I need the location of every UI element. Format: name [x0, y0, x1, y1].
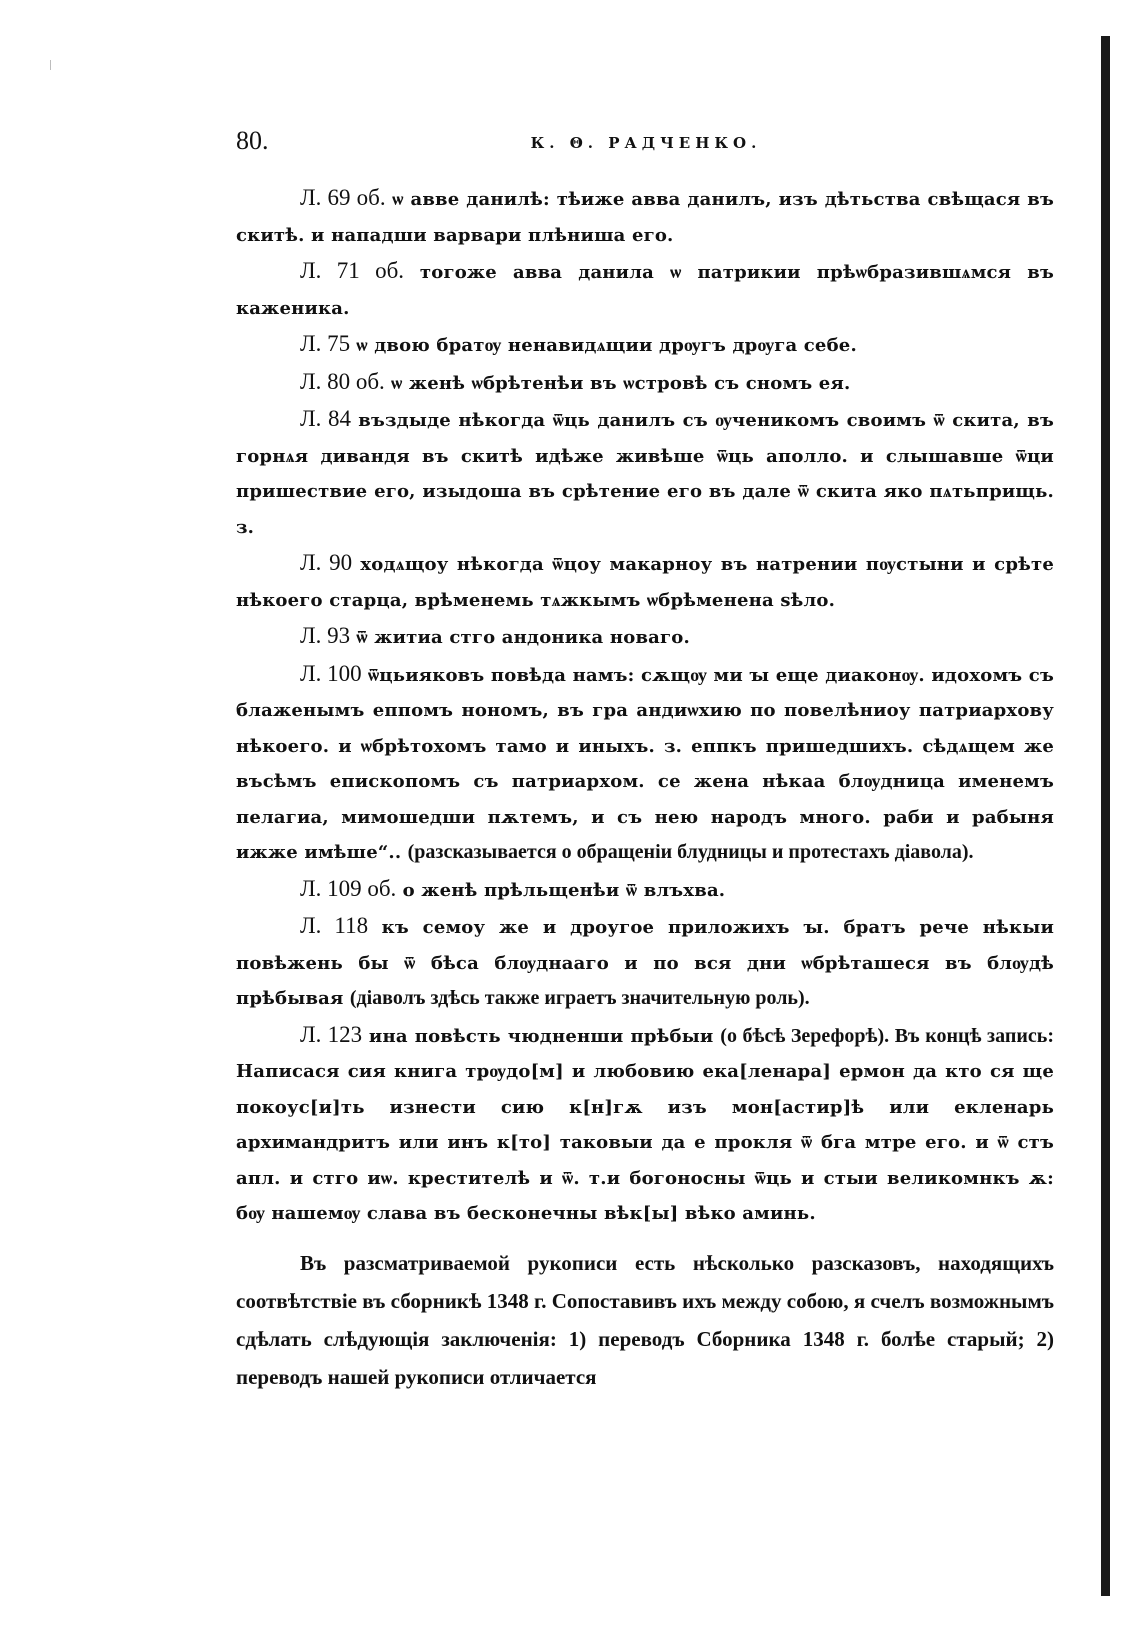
running-title: К. Θ. РАДЧЕНКО. [530, 134, 762, 152]
entry-ref: Л. 71 об. [300, 258, 405, 283]
entry-leaf-118 [236, 908, 1054, 1017]
closing-paragraph: Въ разсматриваемой рукописи есть нѣсколько разсказовъ, находящихъ соотвѣтствiе въ сборникѣ 1348 г. Сопоставивъ ихъ между собою, я счелъ возможнымъ сдѣлать слѣдующiя заключенiя: 1) переводъ Сборника 1348 г. болѣе старый; 2) переводъ нашей рукописи отличается [236, 1250, 1054, 1389]
entry-leaf-123 [236, 1017, 1054, 1232]
colophon-inscription: Написася сия книга трѹдо[м] и любовию ека[ленара] ермон да кто ся ще покоус[и]ть изнести сию к[н]гѫ изъ мон[астир]ѣ или екленарь архимандритъ или инъ к[то] таковыи да е прокля ѿ бга мтре его. и ѿ стъ апл. и стго иѡ. крестителѣ и ѿ. т.и богоносны ѿць и стыи великомнкъ ѫ: бѹ нашемѹ слава въ бесконечны вѣк[ы] вѣко аминь. [236, 1061, 1054, 1224]
entry-ref: Л. 75 [300, 331, 351, 356]
entry-editor-note: (дiаволъ здѣсь также играетъ значительную роль). [349, 987, 810, 1009]
entry-leaf-109 [236, 871, 1054, 909]
entry-ref: Л. 69 об. [300, 185, 386, 210]
entry-ref: Л. 90 [300, 550, 353, 575]
entry-slavonic-text: ѡ женѣ ѡбрѣтенѣи въ ѡстровѣ съ сномъ ея. [391, 372, 851, 394]
entry-slavonic-text: ѡ авве данилѣ: тѣиже авва данилъ, изъ дѣтьства свѣщася въ скитѣ. и нападши варвари плѣниша его. [236, 189, 1054, 246]
entry-slavonic-text: о женѣ прѣльщенѣи ѿ влъхва. [402, 879, 726, 901]
page-number: 80. [236, 126, 269, 155]
entry-slavonic-text: ѿцьияковъ повѣда намъ: сѫщѹ ми ꙑ еще диаконѹ. идохомъ съ блаженымъ еппомъ нономъ, въ гра андиѡхию по повелѣниоу патриархову нѣкоего. и ѡбрѣтохомъ тамо и иныхъ. з. еппкъ пришедшихъ. сѣдѧщем же въсѣмъ епископомъ съ патриархом. се жена нѣкаа блѹдница именемъ пелагиа, мимошедши пѫтемъ, и съ нею народъ много. раби и рабыня ижже имѣше“.. [236, 664, 1054, 863]
page-header [236, 126, 1056, 166]
entry-leaf-84 [236, 401, 1054, 545]
entry-ref: Л. 109 об. [300, 875, 397, 901]
entry-editor-note: (разсказывается о обращенiи блудницы и протестахъ дiавола). [407, 841, 974, 863]
entry-slavonic-text: ѿ житиа стго андоника новаго. [356, 627, 690, 648]
entry-ref: Л. 93 [300, 623, 351, 648]
page-edge-shadow [1101, 36, 1110, 1596]
entry-ref: Л. 80 об. [300, 368, 385, 394]
entry-ref: Л. 123 [300, 1021, 363, 1047]
entry-leaf-69 [236, 180, 1054, 253]
scan-artifact-mark [50, 60, 51, 70]
entry-leaf-71 [236, 253, 1054, 326]
page-body [236, 180, 1054, 1396]
entry-editor-note: (о бѣсѣ Зерефорѣ). Въ концѣ запись: [720, 1024, 1054, 1047]
entry-ref: Л. 84 [300, 406, 352, 431]
entry-leaf-75 [236, 326, 1054, 364]
entry-slavonic-text: въздыде нѣкогда ѿць данилъ съ ѹченикомъ своимъ ѿ скита, въ горнѧя дивандя въ скитѣ идѣже живѣше ѿць аполло. и слышавше ѿци пришествие его, изыдоша въ срѣтение его въ дале ѿ скита яко пѧтьприщь. з. [236, 410, 1054, 538]
entry-slavonic-text: ина повѣсть чюдненши прѣбыи [368, 1025, 714, 1047]
entry-slavonic-text: къ семоу же и дроугое приложихъ ꙑ. братъ рече нѣкыи повѣжень бы ѿ бѣса блѹднааго и по вся дни ѡбрѣташеся въ блѹдѣ прѣбывая [236, 917, 1054, 1009]
entry-ref: Л. 118 [300, 913, 369, 938]
entry-slavonic-text: ходѧщоу нѣкогда ѿцоу макарноу въ натрении пѹстыни и срѣте нѣкоего старца, врѣменемь тѧжкымъ ѡбрѣменена ѕѣло. [236, 554, 1054, 611]
entry-ref: Л. 100 [300, 660, 362, 686]
entry-leaf-90 [236, 545, 1054, 618]
entry-slavonic-text: ѡ двою братѹ ненавидѧщии дрѹгъ дрѹга себе. [356, 335, 857, 356]
entry-slavonic-text: тогоже авва данила ѡ патрикии прѣѡбразившѧмся въ каженика. [236, 262, 1054, 319]
entry-leaf-93 [236, 618, 1054, 656]
entry-leaf-100 [236, 656, 1054, 871]
entry-leaf-80 [236, 364, 1054, 402]
